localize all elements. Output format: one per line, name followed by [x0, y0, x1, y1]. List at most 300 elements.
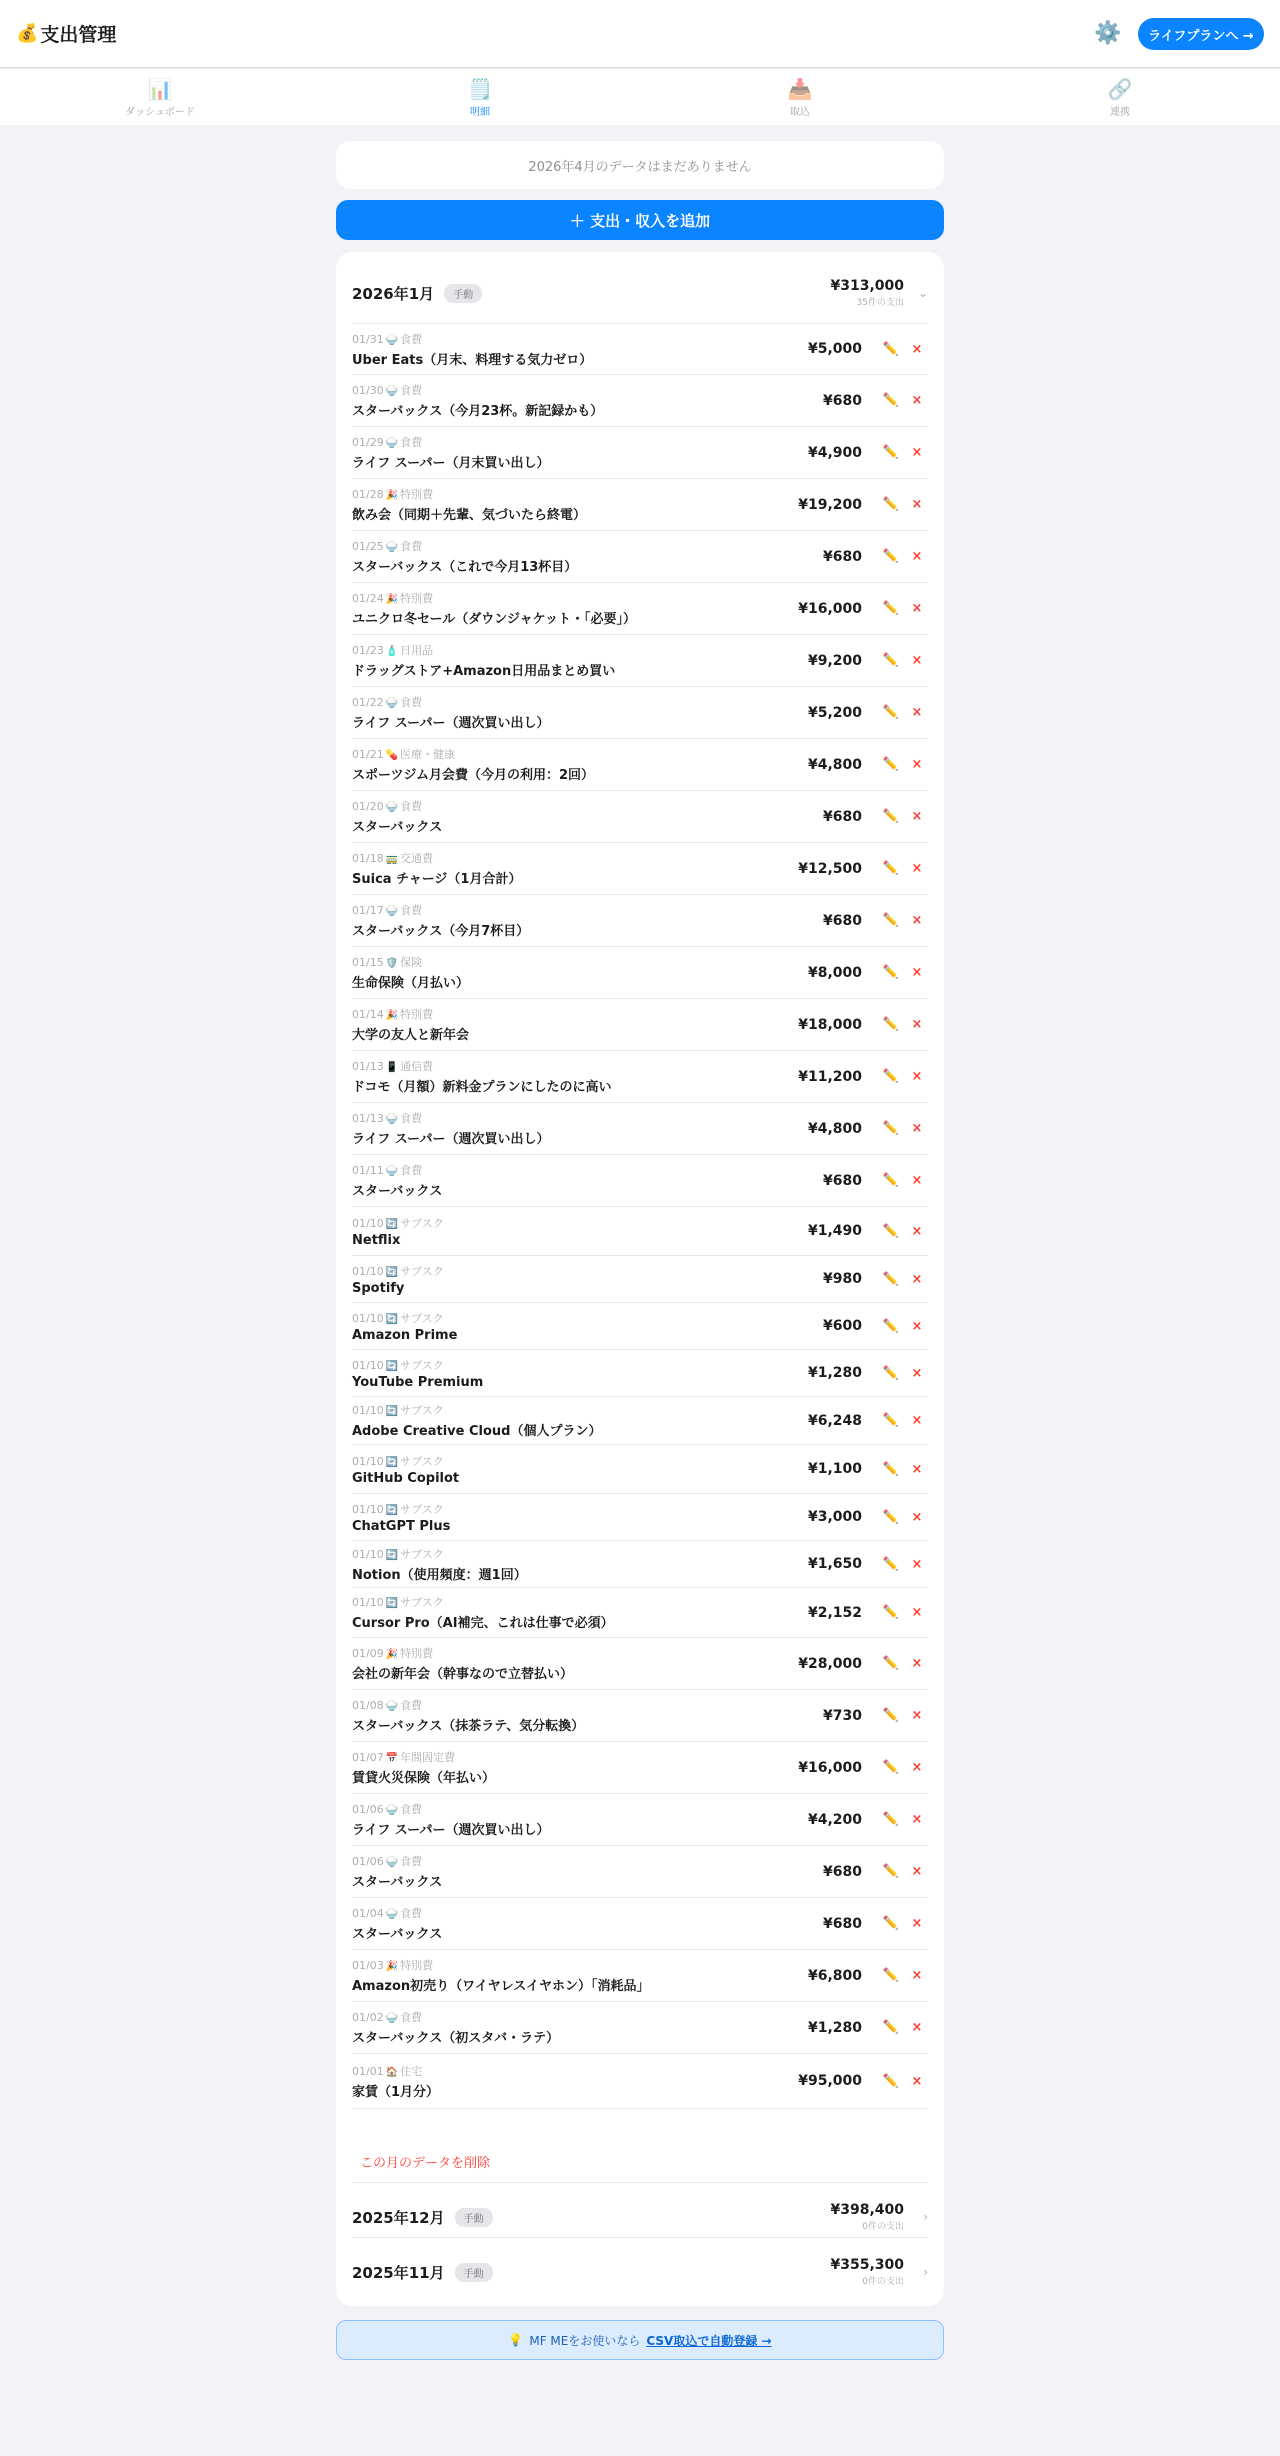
transaction-info	[352, 1697, 823, 1734]
tab-label: 取込	[790, 106, 810, 118]
delete-x-icon[interactable]: ×	[911, 549, 923, 564]
transaction-category: サブスク	[400, 1547, 444, 1561]
delete-x-icon[interactable]: ×	[911, 1017, 923, 1032]
transaction-amount: ¥16,000	[798, 600, 862, 617]
month-header-2025-12[interactable]	[352, 2197, 928, 2237]
transaction-meta	[352, 1357, 808, 1373]
transaction-row	[352, 1638, 928, 1690]
category-icon: 🎉	[385, 1010, 399, 1021]
transaction-category: サブスク	[400, 1454, 444, 1468]
transaction-title: Amazon Prime	[352, 1327, 458, 1343]
transaction-info	[352, 1645, 798, 1682]
transaction-info	[352, 1801, 808, 1838]
category-icon: 🔄	[385, 1266, 399, 1278]
transaction-amount: ¥730	[823, 1707, 862, 1724]
tab-label: ダッシュボード	[125, 106, 195, 118]
transaction-category: 交通費	[400, 852, 434, 865]
transaction-date: 01/10	[352, 1502, 384, 1516]
transaction-title: ユニクロ冬セール（ダウンジャケット・「必要」）	[352, 612, 636, 627]
edit-pencil-icon[interactable]: ✏️	[882, 757, 900, 772]
transaction-info	[352, 538, 823, 575]
divider	[352, 2237, 928, 2238]
category-icon: 🍚	[385, 802, 399, 813]
tab-label: 連携	[1110, 106, 1130, 118]
delete-x-icon[interactable]: ×	[911, 1760, 923, 1775]
transaction-date: 01/29	[352, 436, 384, 449]
month-count: 35件の支出	[856, 298, 904, 308]
transaction-meta	[352, 1957, 808, 1973]
category-icon: 🎉	[385, 594, 399, 605]
transaction-category: 食費	[400, 1112, 423, 1125]
category-icon: 🔄	[385, 1456, 399, 1468]
delete-x-icon[interactable]: ×	[911, 1968, 923, 1983]
transaction-amount: ¥1,280	[807, 2019, 862, 2036]
transaction-date: 01/10	[352, 1358, 384, 1372]
transaction-date: 01/20	[352, 800, 384, 813]
transaction-title: ChatGPT Plus	[352, 1518, 451, 1534]
transaction-category: 食費	[400, 1855, 423, 1868]
transaction-amount: ¥680	[823, 1172, 862, 1189]
month-count: 0件の支出	[862, 2277, 904, 2287]
transaction-title: スターバックス（初スタバ・ラテ）	[352, 2031, 560, 2046]
transaction-info	[352, 382, 823, 419]
transaction-amount: ¥19,200	[798, 496, 862, 513]
transaction-title: ドコモ（月額）新料金プランにしたのに高い	[352, 1080, 612, 1095]
month-header-2026-01[interactable]	[352, 276, 928, 310]
edit-pencil-icon[interactable]: ✏️	[882, 1173, 900, 1188]
delete-x-icon[interactable]: ×	[911, 1605, 923, 1620]
transaction-amount: ¥9,200	[807, 652, 862, 669]
transaction-title: 賃貸火災保険（年払い）	[352, 1771, 496, 1786]
transaction-info	[352, 798, 823, 835]
edit-pencil-icon[interactable]: ✏️	[882, 393, 900, 408]
transaction-date: 01/06	[352, 1803, 384, 1816]
transaction-title: Suica チャージ（1月合計）	[352, 872, 522, 887]
transaction-row	[352, 791, 928, 843]
edit-pencil-icon[interactable]: ✏️	[882, 2073, 900, 2089]
category-icon: 🍚	[385, 1166, 399, 1177]
category-icon: 🛡️	[385, 958, 399, 969]
edit-pencil-icon[interactable]: ✏️	[882, 341, 900, 357]
transaction-meta	[352, 798, 823, 814]
transaction-category: 通信費	[400, 1060, 434, 1073]
transaction-amount: ¥2,152	[807, 1604, 862, 1621]
transaction-info	[352, 1905, 823, 1942]
delete-x-icon[interactable]: ×	[911, 393, 923, 408]
edit-pencil-icon[interactable]: ✏️	[882, 965, 900, 980]
transaction-amount: ¥1,280	[807, 1365, 862, 1381]
edit-pencil-icon[interactable]: ✏️	[882, 1461, 900, 1477]
transaction-category: サブスク	[400, 1502, 444, 1516]
transaction-date: 01/04	[352, 1907, 384, 1920]
transaction-meta	[352, 2009, 808, 2025]
transaction-info	[352, 1006, 798, 1043]
category-icon: 🔄	[385, 1504, 399, 1516]
transaction-date: 01/10	[352, 1311, 384, 1325]
transaction-title: スポーツジム月会費（今月の利用：2回）	[352, 768, 595, 783]
settings-gear-icon[interactable]: ⚙️	[1094, 20, 1122, 46]
delete-x-icon[interactable]: ×	[911, 653, 923, 668]
delete-x-icon[interactable]: ×	[911, 341, 923, 357]
transaction-category: サブスク	[400, 1264, 444, 1278]
delete-x-icon[interactable]: ×	[911, 1413, 923, 1428]
transaction-meta	[352, 850, 798, 866]
transaction-category: 医療・健康	[400, 748, 456, 761]
transaction-meta	[352, 1801, 808, 1817]
category-icon: 🍚	[385, 438, 399, 449]
month-name: 2025年11月	[352, 2263, 445, 2282]
transaction-category: 食費	[400, 436, 423, 449]
transaction-meta	[352, 538, 823, 554]
transaction-amount: ¥4,900	[807, 444, 862, 461]
bar-chart-icon: 📊	[147, 76, 173, 101]
edit-pencil-icon[interactable]: ✏️	[882, 653, 900, 668]
transaction-list	[352, 323, 928, 2109]
edit-pencil-icon[interactable]: ✏️	[882, 1069, 900, 1084]
transaction-meta	[352, 694, 808, 710]
delete-x-icon[interactable]: ×	[911, 1656, 923, 1671]
tab-dashboard[interactable]	[0, 69, 320, 125]
transaction-amount: ¥18,000	[798, 1016, 862, 1033]
transaction-title: GitHub Copilot	[352, 1470, 460, 1486]
edit-pencil-icon[interactable]: ✏️	[882, 1365, 900, 1381]
transaction-amount: ¥680	[823, 808, 862, 825]
transaction-category: 特別費	[400, 592, 434, 605]
edit-pencil-icon[interactable]: ✏️	[882, 1318, 900, 1334]
edit-pencil-icon[interactable]: ✏️	[882, 809, 900, 824]
edit-pencil-icon[interactable]: ✏️	[882, 1413, 900, 1428]
tab-details[interactable]	[320, 69, 640, 125]
delete-x-icon[interactable]: ×	[911, 965, 923, 980]
transaction-title: スターバックス	[352, 1927, 443, 1942]
transaction-date: 01/06	[352, 1855, 384, 1868]
transaction-info	[352, 2009, 808, 2046]
transaction-category: 食費	[400, 696, 423, 709]
transaction-row	[352, 1541, 928, 1588]
month-total: ¥355,300	[830, 2257, 904, 2273]
transaction-date: 01/02	[352, 2011, 384, 2024]
transaction-category: 食費	[400, 1699, 423, 1712]
transaction-info	[352, 2063, 798, 2100]
edit-pencil-icon[interactable]: ✏️	[882, 913, 900, 928]
transaction-info	[352, 1853, 823, 1890]
category-icon: 🧴	[385, 646, 399, 657]
transaction-title: スターバックス（今月7杯目）	[352, 924, 530, 939]
transaction-date: 01/07	[352, 1751, 384, 1764]
lightbulb-icon: 💡	[508, 2333, 524, 2347]
delete-x-icon[interactable]: ×	[911, 1812, 923, 1827]
transaction-category: 住宅	[400, 2064, 423, 2078]
transaction-date: 01/25	[352, 540, 384, 553]
delete-x-icon[interactable]: ×	[911, 1461, 923, 1477]
transaction-amount: ¥5,000	[807, 341, 862, 357]
transaction-row	[352, 1155, 928, 1207]
month-list-card	[336, 252, 944, 2306]
month-summary	[830, 278, 904, 308]
tab-label: 明細	[470, 106, 490, 118]
edit-pencil-icon[interactable]: ✏️	[882, 1556, 900, 1572]
transaction-date: 01/23	[352, 644, 384, 657]
edit-pencil-icon[interactable]: ✏️	[882, 497, 900, 512]
delete-x-icon[interactable]: ×	[911, 1556, 923, 1572]
transaction-title: ライフ スーパー（週次買い出し）	[352, 1823, 550, 1838]
edit-pencil-icon[interactable]: ✏️	[882, 1760, 900, 1775]
edit-pencil-icon[interactable]: ✏️	[882, 601, 900, 616]
transaction-title: ライフ スーパー（週次買い出し）	[352, 1132, 550, 1147]
transaction-date: 01/17	[352, 904, 384, 917]
transaction-info	[352, 434, 808, 471]
delete-x-icon[interactable]: ×	[911, 809, 923, 824]
delete-x-icon[interactable]: ×	[911, 1916, 923, 1931]
edit-pencil-icon[interactable]: ✏️	[882, 1017, 900, 1032]
edit-pencil-icon[interactable]: ✏️	[882, 1812, 900, 1827]
transaction-meta	[352, 1263, 823, 1279]
transaction-amount: ¥1,100	[807, 1461, 862, 1477]
transaction-row	[352, 1794, 928, 1846]
inbox-tray-icon: 📥	[787, 76, 813, 101]
edit-pencil-icon[interactable]: ✏️	[882, 1864, 900, 1879]
add-transaction-button[interactable]: ＋ 支出・収入を追加	[336, 200, 944, 240]
transaction-row	[352, 1303, 928, 1350]
delete-x-icon[interactable]: ×	[911, 1708, 923, 1723]
transaction-row	[352, 1742, 928, 1794]
transaction-info	[352, 1263, 823, 1296]
category-icon: 🎉	[385, 490, 399, 501]
transaction-meta	[352, 1645, 798, 1661]
life-plan-button[interactable]: ライフプランへ →	[1138, 18, 1264, 50]
transaction-row	[352, 2002, 928, 2054]
category-icon: 🔄	[385, 1598, 399, 1609]
transaction-title: ドラッグストア+Amazon日用品まとめ買い	[352, 664, 616, 679]
transaction-row	[352, 1207, 928, 1256]
delete-x-icon[interactable]: ×	[911, 2020, 923, 2035]
transaction-amount: ¥95,000	[798, 2073, 862, 2089]
transaction-title: Notion（使用頻度：週1回）	[352, 1567, 527, 1583]
app-title	[16, 20, 116, 47]
delete-x-icon[interactable]: ×	[911, 1864, 923, 1879]
transaction-category: 特別費	[400, 1008, 434, 1021]
transaction-category: 食費	[400, 1164, 423, 1177]
category-icon: 📅	[385, 1753, 399, 1764]
transaction-row	[352, 999, 928, 1051]
edit-pencil-icon[interactable]: ✏️	[882, 549, 900, 564]
delete-x-icon[interactable]: ×	[911, 705, 923, 720]
manual-badge: 手動	[455, 2208, 493, 2227]
transaction-category: 食費	[400, 384, 423, 397]
transaction-row	[352, 947, 928, 999]
transaction-meta	[352, 1110, 808, 1126]
transaction-category: サブスク	[400, 1216, 444, 1230]
transaction-meta	[352, 642, 808, 658]
empty-month-notice: 2026年4月のデータはまだありません	[336, 141, 944, 189]
transaction-meta	[352, 382, 823, 398]
transaction-title: スターバックス（抹茶ラテ、気分転換）	[352, 1719, 585, 1734]
transaction-date: 01/18	[352, 852, 384, 865]
edit-pencil-icon[interactable]: ✏️	[882, 1271, 900, 1287]
transaction-title: 家賃（1月分）	[352, 2084, 440, 2100]
delete-x-icon[interactable]: ×	[911, 1318, 923, 1334]
category-icon: 🍚	[385, 1805, 399, 1816]
transaction-info	[352, 642, 808, 679]
transaction-meta	[352, 1162, 823, 1178]
tab-import[interactable]	[640, 69, 960, 125]
transaction-row	[352, 1898, 928, 1950]
transaction-row	[352, 1494, 928, 1541]
transaction-date: 01/14	[352, 1008, 384, 1021]
transaction-title: スターバックス（今月23杯。新記録かも）	[352, 404, 604, 419]
transaction-meta	[352, 590, 798, 606]
transaction-meta	[352, 1749, 798, 1765]
transaction-category: 食費	[400, 1907, 423, 1920]
transaction-title: YouTube Premium	[352, 1374, 484, 1390]
edit-pencil-icon[interactable]: ✏️	[882, 1968, 900, 1983]
delete-month-button[interactable]: この月のデータを削除	[360, 2156, 491, 2171]
transaction-amount: ¥680	[823, 392, 862, 409]
transaction-info	[352, 1110, 808, 1147]
csv-import-link[interactable]: CSV取込で自動登録 →	[646, 2333, 772, 2348]
delete-x-icon[interactable]: ×	[911, 757, 923, 772]
transaction-row	[352, 1103, 928, 1155]
transaction-row	[352, 324, 928, 375]
transaction-row	[352, 479, 928, 531]
month-summary	[830, 2202, 904, 2232]
delete-x-icon[interactable]: ×	[911, 1069, 923, 1084]
transaction-row	[352, 583, 928, 635]
delete-x-icon[interactable]: ×	[911, 1365, 923, 1381]
transaction-row	[352, 427, 928, 479]
category-icon: 🍚	[385, 2013, 399, 2024]
transaction-date: 01/10	[352, 1596, 384, 1609]
divider	[352, 2182, 928, 2183]
transaction-date: 01/10	[352, 1216, 384, 1230]
edit-pencil-icon[interactable]: ✏️	[882, 1708, 900, 1723]
edit-pencil-icon[interactable]: ✏️	[882, 1916, 900, 1931]
category-icon: 🍚	[385, 906, 399, 917]
category-icon: 💊	[385, 750, 399, 761]
transaction-meta	[352, 1310, 823, 1326]
edit-pencil-icon[interactable]: ✏️	[882, 1223, 900, 1239]
transaction-amount: ¥980	[823, 1271, 862, 1287]
delete-x-icon[interactable]: ×	[911, 601, 923, 616]
transaction-info	[352, 1402, 808, 1439]
delete-x-icon[interactable]: ×	[911, 1509, 923, 1525]
edit-pencil-icon[interactable]: ✏️	[882, 1509, 900, 1525]
delete-x-icon[interactable]: ×	[911, 1271, 923, 1287]
transaction-info	[352, 1310, 823, 1343]
transaction-date: 01/21	[352, 748, 384, 761]
transaction-meta	[352, 1697, 823, 1713]
edit-pencil-icon[interactable]: ✏️	[882, 445, 900, 460]
transaction-meta	[352, 1058, 798, 1074]
transaction-row	[352, 1445, 928, 1494]
transaction-category: 食費	[400, 332, 423, 346]
transaction-info	[352, 590, 798, 627]
category-icon: 🔄	[385, 1549, 399, 1561]
edit-pencil-icon[interactable]: ✏️	[882, 1605, 900, 1620]
edit-pencil-icon[interactable]: ✏️	[882, 705, 900, 720]
delete-x-icon[interactable]: ×	[911, 1223, 923, 1239]
transaction-amount: ¥8,000	[807, 964, 862, 981]
transaction-info	[352, 1162, 823, 1199]
category-icon: 🍚	[385, 1909, 399, 1920]
transaction-category: 食費	[400, 540, 423, 553]
transaction-amount: ¥1,650	[807, 1556, 862, 1572]
delete-x-icon[interactable]: ×	[911, 1121, 923, 1136]
category-icon: 🚃	[385, 854, 399, 865]
transaction-date: 01/10	[352, 1547, 384, 1561]
transaction-date: 01/10	[352, 1454, 384, 1468]
transaction-row	[352, 1350, 928, 1397]
month-count: 0件の支出	[862, 2222, 904, 2232]
transaction-meta	[352, 1501, 808, 1517]
edit-pencil-icon[interactable]: ✏️	[882, 1656, 900, 1671]
manual-badge: 手動	[444, 284, 482, 303]
transaction-info	[352, 1546, 808, 1583]
transaction-meta	[352, 902, 823, 918]
transaction-row	[352, 1950, 928, 2002]
transaction-amount: ¥680	[823, 912, 862, 929]
transaction-title: スターバックス（これで今月13杯目）	[352, 560, 578, 575]
manual-badge: 手動	[455, 2263, 493, 2282]
transaction-amount: ¥4,200	[807, 1811, 862, 1828]
transaction-title: Netflix	[352, 1232, 401, 1248]
transaction-category: 特別費	[400, 1647, 434, 1660]
transaction-info	[352, 1453, 808, 1486]
transaction-date: 01/10	[352, 1264, 384, 1278]
delete-x-icon[interactable]: ×	[911, 1173, 923, 1188]
transaction-meta	[352, 434, 808, 450]
transaction-meta	[352, 486, 798, 502]
transaction-title: Adobe Creative Cloud（個人プラン）	[352, 1424, 602, 1439]
transaction-row	[352, 375, 928, 427]
chevron-right-icon: ›	[923, 2265, 928, 2279]
edit-pencil-icon[interactable]: ✏️	[882, 2020, 900, 2035]
transaction-meta	[352, 746, 808, 762]
transaction-row	[352, 1690, 928, 1742]
month-name: 2025年12月	[352, 2208, 445, 2227]
transaction-title: Amazon初売り（ワイヤレスイヤホン）「消耗品」	[352, 1979, 650, 1994]
delete-x-icon[interactable]: ×	[911, 445, 923, 460]
transaction-category: 特別費	[400, 488, 434, 501]
delete-x-icon[interactable]: ×	[911, 913, 923, 928]
delete-x-icon[interactable]: ×	[911, 2073, 923, 2089]
transaction-category: サブスク	[400, 1404, 444, 1417]
category-icon: 🔄	[385, 1218, 399, 1230]
transaction-amount: ¥680	[823, 1863, 862, 1880]
delete-x-icon[interactable]: ×	[911, 861, 923, 876]
transaction-info	[352, 1749, 798, 1786]
transaction-amount: ¥3,000	[807, 1509, 862, 1525]
edit-pencil-icon[interactable]: ✏️	[882, 861, 900, 876]
transaction-amount: ¥680	[823, 1915, 862, 1932]
category-icon: 🎉	[385, 1649, 399, 1660]
month-header-2025-11[interactable]	[352, 2252, 928, 2292]
transaction-row	[352, 843, 928, 895]
transaction-row	[352, 635, 928, 687]
transaction-title: ライフ スーパー（月末買い出し）	[352, 456, 550, 471]
delete-x-icon[interactable]: ×	[911, 497, 923, 512]
transaction-info	[352, 694, 808, 731]
category-icon: 🍚	[385, 698, 399, 709]
transaction-amount: ¥5,200	[807, 704, 862, 721]
transaction-meta	[352, 1546, 808, 1562]
tab-integration[interactable]	[960, 69, 1280, 125]
transaction-amount: ¥6,248	[807, 1412, 862, 1429]
transaction-row	[352, 2054, 928, 2109]
edit-pencil-icon[interactable]: ✏️	[882, 1121, 900, 1136]
transaction-date: 01/24	[352, 592, 384, 605]
transaction-category: サブスク	[400, 1596, 444, 1609]
